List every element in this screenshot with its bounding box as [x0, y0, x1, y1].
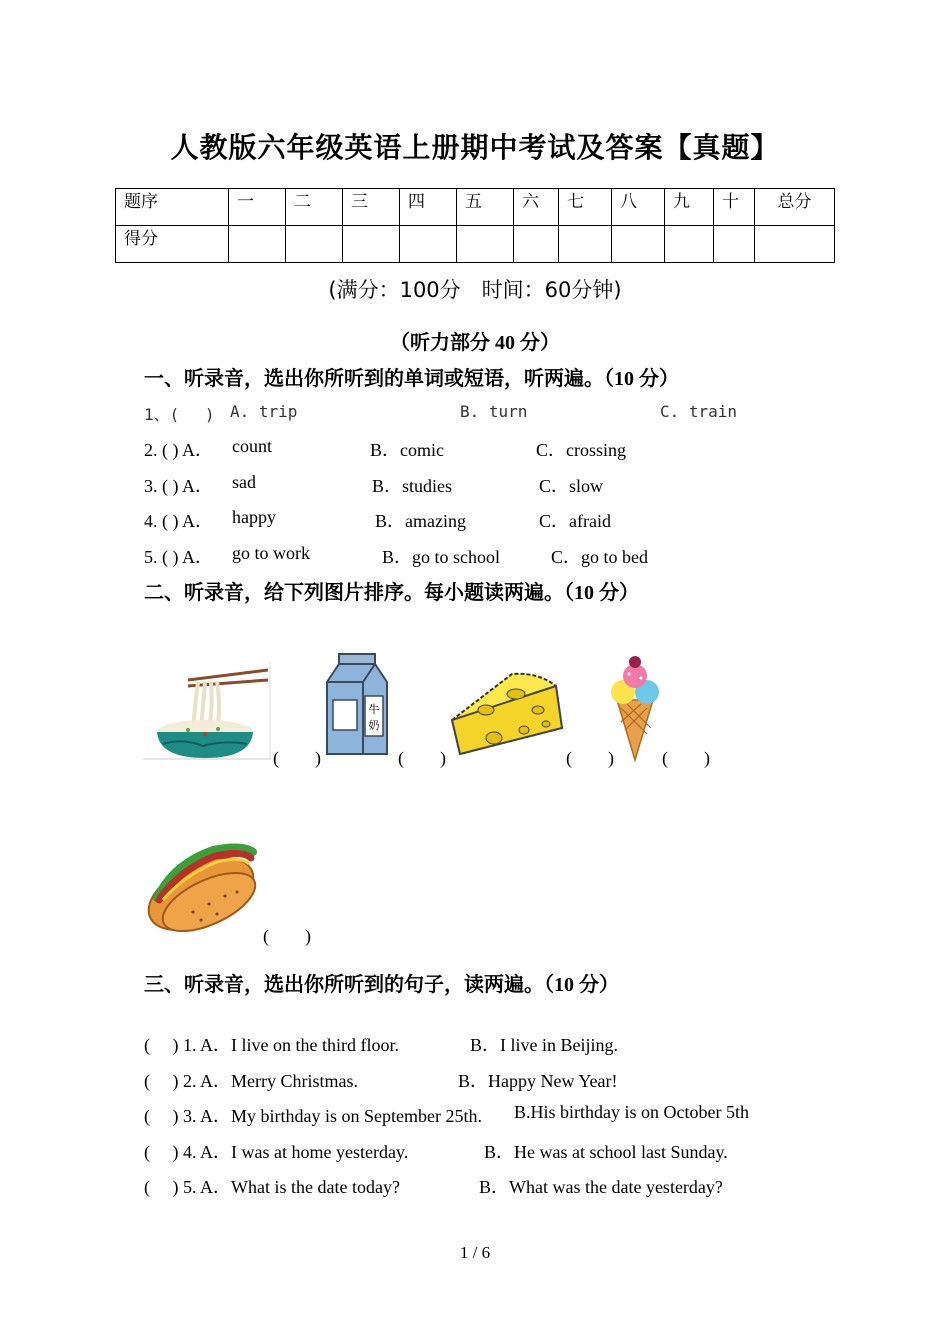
s3-q4-option-a: ( ) 4. A．I was at home yesterday.: [144, 1142, 409, 1162]
q5-option-a: go to work: [232, 543, 310, 563]
score-cell[interactable]: [229, 226, 286, 263]
ice-cream-image: [607, 654, 663, 762]
s3-q2-option-b: B．Happy New Year!: [458, 1071, 618, 1091]
score-cell[interactable]: [755, 226, 835, 263]
page-title: 人教版六年级英语上册期中考试及答案【真题】: [170, 131, 780, 164]
table-cell: 七: [559, 189, 612, 226]
milk-label-bottom: 奶: [368, 719, 380, 732]
q3-option-b: B．studies: [372, 476, 453, 496]
exam-meta: (满分：100分 时间：60分钟): [328, 278, 622, 302]
noodles-image: [143, 662, 271, 760]
table-cell: 十: [714, 189, 755, 226]
score-table-header-row: [116, 189, 835, 226]
table-cell: 五: [457, 189, 514, 226]
s3-q4-option-b: B．He was at school last Sunday.: [484, 1142, 728, 1162]
q3-option-c: C．slow: [539, 476, 604, 496]
table-cell: 得分: [116, 226, 229, 263]
table-cell: 九: [665, 189, 714, 226]
q1-option-b: B. turn: [460, 402, 528, 421]
s3-q5-option-a: ( ) 5. A．What is the date today?: [144, 1177, 400, 1197]
score-cell[interactable]: [514, 226, 559, 263]
milk-label-top: 牛: [368, 703, 380, 716]
q3-option-a: sad: [232, 472, 256, 492]
score-cell[interactable]: [612, 226, 665, 263]
score-table: [115, 188, 835, 263]
s3-q2-option-a: ( ) 2. A．Merry Christmas.: [144, 1071, 358, 1091]
q1-number: 1、( ): [144, 405, 215, 424]
section-2-heading: 二、听录音，给下列图片排序。每小题读两遍。（10 分）: [144, 582, 639, 604]
score-cell[interactable]: [559, 226, 612, 263]
score-cell[interactable]: [343, 226, 400, 263]
table-cell: 六: [514, 189, 559, 226]
answer-blank[interactable]: ( ): [662, 748, 710, 768]
answer-blank[interactable]: ( ): [566, 748, 614, 768]
table-cell: 一: [229, 189, 286, 226]
q5-option-b: B．go to school: [382, 547, 501, 567]
answer-blank[interactable]: ( ): [263, 926, 311, 946]
q4-option-b: B．amazing: [375, 511, 466, 531]
table-cell: 总分: [755, 189, 835, 226]
q2-option-b: B．comic: [370, 440, 444, 460]
s3-q3-option-b: B.His birthday is on October 5th: [514, 1102, 749, 1122]
listening-header: （听力部分 40 分）: [390, 332, 560, 354]
cheese-image: [446, 668, 566, 760]
s3-q1-option-b: B．I live in Beijing.: [470, 1035, 618, 1055]
milk-carton-image: [323, 652, 391, 758]
q4-number: 4. ( ) A．: [144, 511, 213, 531]
score-table-score-row: [116, 226, 835, 263]
s3-q3-option-a: ( ) 3. A．My birthday is on September 25th.: [144, 1106, 482, 1126]
table-cell: 四: [400, 189, 457, 226]
section-1-heading: 一、听录音，选出你所听到的单词或短语，听两遍。（10 分）: [144, 368, 679, 390]
q3-number: 3. ( ) A．: [144, 476, 213, 496]
hot-dog-image: [143, 834, 265, 938]
section-3-heading: 三、听录音，选出你所听到的句子，读两遍。（10 分）: [144, 974, 619, 996]
q4-option-a: happy: [232, 507, 276, 527]
table-cell: 八: [612, 189, 665, 226]
score-cell[interactable]: [714, 226, 755, 263]
q1-option-a: A. trip: [230, 402, 298, 421]
score-cell[interactable]: [457, 226, 514, 263]
score-cell[interactable]: [286, 226, 343, 263]
s3-q1-option-a: ( ) 1. A．I live on the third floor.: [144, 1035, 399, 1055]
answer-blank[interactable]: ( ): [398, 748, 446, 768]
s3-q5-option-b: B．What was the date yesterday?: [479, 1177, 723, 1197]
q1-option-c: C. train: [660, 402, 738, 421]
score-cell[interactable]: [400, 226, 457, 263]
q2-option-a: count: [232, 436, 272, 456]
page-number: 1 / 6: [459, 1243, 491, 1262]
table-cell: 二: [286, 189, 343, 226]
q5-number: 5. ( ) A．: [144, 547, 213, 567]
q5-option-c: C．go to bed: [551, 547, 648, 567]
q2-number: 2. ( ) A．: [144, 440, 213, 460]
q2-option-c: C．crossing: [536, 440, 626, 460]
score-cell[interactable]: [665, 226, 714, 263]
table-cell: 题序: [116, 189, 229, 226]
answer-blank[interactable]: ( ): [273, 748, 321, 768]
table-cell: 三: [343, 189, 400, 226]
q4-option-c: C．afraid: [539, 511, 611, 531]
